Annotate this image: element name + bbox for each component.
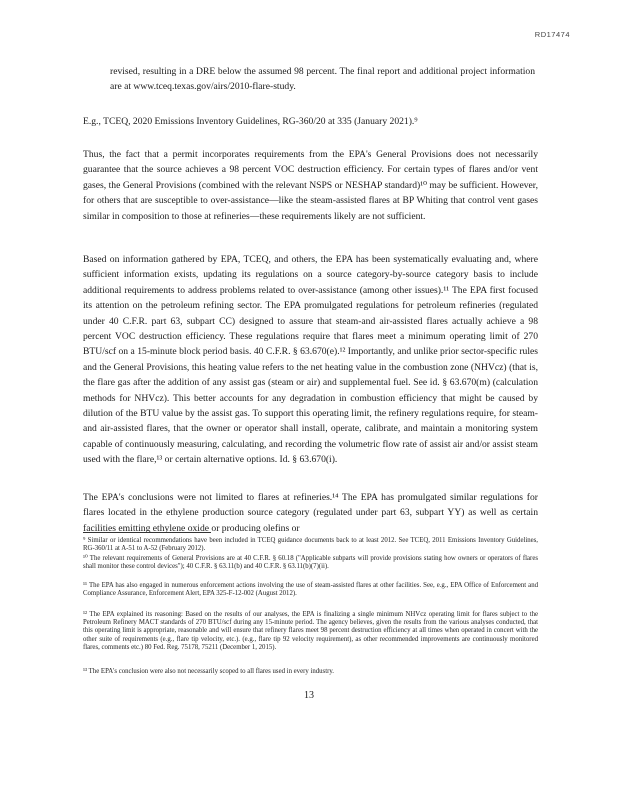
- paragraph-3: The EPA's conclusions were not limited to flares at refineries.¹⁴ The EPA has promulgated similar regulations for flares located in the ethylene production source category (regulated under part 63, subpart YY) as well as certain facilities emitting ethylene oxide or producing olefins or: [83, 492, 538, 534]
- paragraph-2: Based on information gathered by EPA, TCEQ, and others, the EPA has been systematically evaluating and, where sufficient information exists, updating its regulations on a source category-by-source category basis to include additional requirements to address problems related to over-assistance (among other issues).¹¹ The EPA first focused its attention on the petroleum refining sector. The EPA promulgated regulations for petroleum refineries (regulated under 40 C.F.R. part 63, subpart CC) designed to assure that steam-and air-assisted flares actually achieve a 98 percent VOC destruction efficiency. These regulations require that flares meet a minimum operating limit of 270 BTU/scf on a 15-minute block period basis. 40 C.F.R. § 63.670(e).¹² Importantly, and unlike prior sector-specific rules and the General Provisions, this heating value refers to the net heating value in the combustion zone (NHVcz) (that is, the flare gas after the addition of any assist gas (steam or air) and supplemental fuel. See id. § 63.670(m) (calculation methods for NHVcz). This better accounts for any degradation in combustion efficiency that might be caused by dilution of the BTU value by the assist gas. To support this operating limit, the refinery regulations require, for steam-and air-assisted flares, that the owner or operator shall install, operate, calibrate, and maintain a monitoring system capable of continuously measuring, calculating, and recording the volumetric flow rate of assist air and/or assist steam used with the flare,¹³ or certain alternative options. Id. § 63.670(i).: [83, 254, 538, 466]
- document-id: RD17474: [534, 30, 570, 39]
- footnote-10: ¹⁰ The relevant requirements of General Provisions are at 40 C.F.R. § 60.18 ("Applicable subparts will provide provisions stating how owners or operators of flares shall monitor these control devices"); 40 C.F.R. § 63.11(b) and 40 C.F.R. § 63.11(b)(7)(ii).: [83, 555, 538, 571]
- footnote-13: ¹³ The EPA's conclusion were also not necessarily scoped to all flares used in every industry.: [83, 668, 334, 675]
- footnote-11: ¹¹ The EPA has also engaged in numerous enforcement actions involving the use of steam-assisted flares at other facilities. See, e.g., EPA Office of Enforcement and Compliance Assurance, Enforcement Alert, EPA 325-F-12-002 (August 2012).: [83, 582, 538, 598]
- paragraph-1: Thus, the fact that a permit incorporates requirements from the EPA's General Provisions does not necessarily guarantee that the source achieves a 98 percent VOC destruction efficiency. For certain types of flares and/or vent gases, the General Provisions (combined with the relevant NSPS or NESHAP standard)¹⁰ may be sufficient. However, for others that are susceptible to over-assistance—like the steam-assisted flares at BP Whiting that control vent gases similar in composition to those at refineries—these requirements likely are not sufficient.: [83, 149, 538, 222]
- footnote-divider: [83, 532, 211, 533]
- block-quote: revised, resulting in a DRE below the assumed 98 percent. The final report and additional project information are at www.tceq.texas.gov/airs/2010-flare-study.: [110, 66, 535, 93]
- footnote-12: ¹² The EPA explained its reasoning: Based on the results of our analyses, the EPA is finalizing a single minimum NHVcz operating limit for flares subject to the Petroleum Refinery MACT standards of 270 BTU/scf during any 15-minute period. The agency believes, given the results from the various analyses conducted, that this operating limit is appropriate, reasonable and will ensure that refinery flares meet 98 percent destruction efficiency at all times when operated in concert with the other suite of requirements (e.g., flare tip velocity, etc.). (e.g., flare tip 92 velocity requirement), as other recommended improvements are continuously monitored flares, comments etc.) 80 Fed. Reg. 75178, 75211 (December 1, 2015).: [83, 611, 538, 651]
- citation: E.g., TCEQ, 2020 Emissions Inventory Guidelines, RG-360/20 at 335 (January 2021).⁹: [83, 116, 418, 127]
- page-number: 13: [304, 690, 314, 701]
- footnote-9: ⁹ Similar or identical recommendations have been included in TCEQ guidance documents back to at least 2012. See TCEQ, 2011 Emissions Inventory Guidelines, RG-360/11 at A-51 to A-52 (February 2012).: [83, 537, 538, 553]
